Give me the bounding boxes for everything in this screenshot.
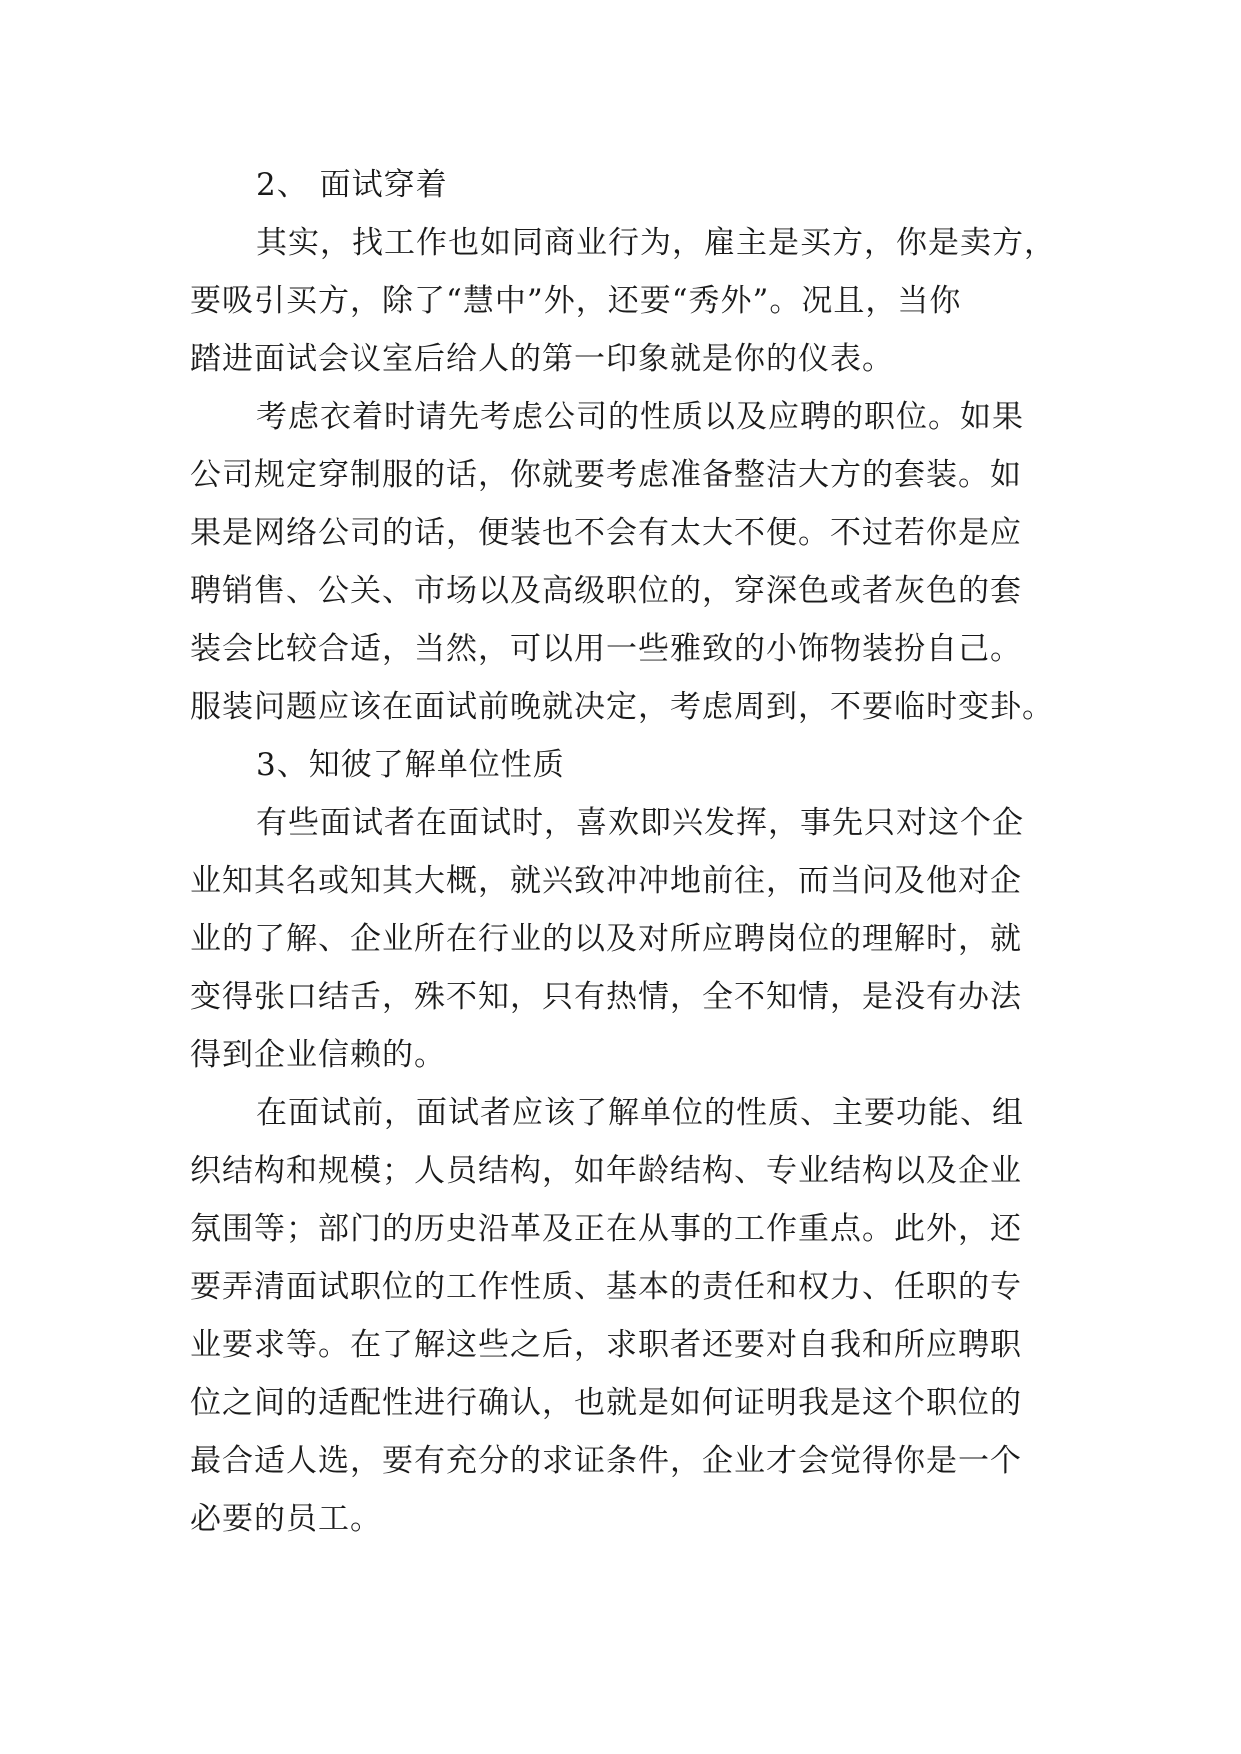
paragraph-line: 果是网络公司的话，便装也不会有太大不便。不过若你是应 [190, 515, 1022, 551]
paragraph-line: 考虑衣着时请先考虑公司的性质以及应聘的职位。如果 [256, 399, 1024, 435]
paragraph-line: 聘销售、公关、市场以及高级职位的，穿深色或者灰色的套 [190, 573, 1022, 609]
paragraph-line: 踏进面试会议室后给人的第一印象就是你的仪表。 [190, 341, 894, 377]
paragraph-line: 必要的员工。 [190, 1501, 382, 1537]
paragraph-line: 织结构和规模；人员结构，如年龄结构、专业结构以及企业 [190, 1153, 1022, 1189]
paragraph-line: 其实，找工作也如同商业行为，雇主是买方，你是卖方， [256, 225, 1056, 261]
paragraph-line: 装会比较合适，当然，可以用一些雅致的小饰物装扮自己。 [190, 631, 1022, 667]
paragraph-line: 要吸引买方，除了“慧中”外，还要“秀外”。况且，当你 [190, 283, 962, 319]
paragraph-line: 最合适人选，要有充分的求证条件，企业才会觉得你是一个 [190, 1443, 1022, 1479]
paragraph-line: 变得张口结舌，殊不知，只有热情，全不知情，是没有办法 [190, 979, 1022, 1015]
section-heading-interview-attire: 2、 面试穿着 [256, 167, 448, 203]
section-heading-know-employer: 3、知彼了解单位性质 [256, 747, 565, 783]
paragraph-line: 服装问题应该在面试前晚就决定，考虑周到，不要临时变卦。 [190, 689, 1054, 725]
paragraph-line: 得到企业信赖的。 [190, 1037, 446, 1073]
paragraph-line: 在面试前，面试者应该了解单位的性质、主要功能、组 [256, 1095, 1024, 1131]
paragraph-line: 业的了解、企业所在行业的以及对所应聘岗位的理解时，就 [190, 921, 1022, 957]
paragraph-line: 氛围等；部门的历史沿革及正在从事的工作重点。此外，还 [190, 1211, 1022, 1247]
paragraph-line: 业要求等。在了解这些之后，求职者还要对自我和所应聘职 [190, 1327, 1022, 1363]
paragraph-line: 位之间的适配性进行确认，也就是如何证明我是这个职位的 [190, 1385, 1022, 1421]
paragraph-line: 公司规定穿制服的话，你就要考虑准备整洁大方的套装。如 [190, 457, 1022, 493]
paragraph-line: 有些面试者在面试时，喜欢即兴发挥，事先只对这个企 [256, 805, 1024, 841]
paragraph-line: 业知其名或知其大概，就兴致冲冲地前往，而当问及他对企 [190, 863, 1022, 899]
paragraph-line: 要弄清面试职位的工作性质、基本的责任和权力、任职的专 [190, 1269, 1022, 1305]
